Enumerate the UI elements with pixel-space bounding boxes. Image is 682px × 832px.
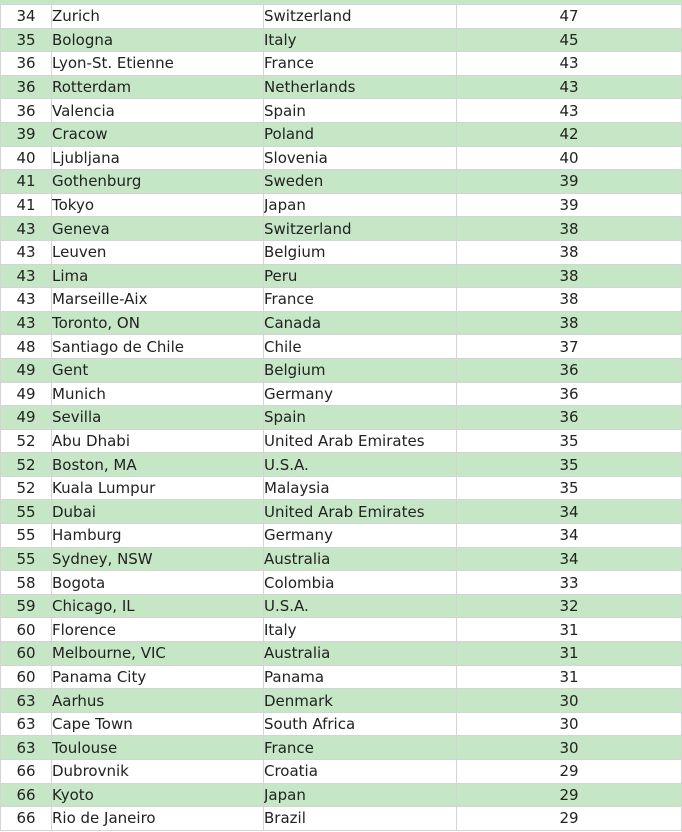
city-cell: Chicago, IL [52,594,264,618]
rank-cell: 49 [1,406,52,430]
table-row [1,335,682,359]
city-cell: Rotterdam [52,75,264,99]
table-row [1,146,682,170]
country-cell: Australia [264,547,457,571]
score-cell: 31 [457,642,682,666]
city-cell: Munich [52,382,264,406]
rank-cell: 63 [1,689,52,713]
table-row [1,52,682,76]
city-cell: Dubai [52,500,264,524]
score-cell: 36 [457,406,682,430]
city-cell: Bogota [52,571,264,595]
city-cell: Lima [52,264,264,288]
city-cell: Santiago de Chile [52,335,264,359]
country-cell: France [264,288,457,312]
country-cell: Poland [264,122,457,146]
city-cell: Valencia [52,99,264,123]
table-row [1,382,682,406]
table-row [1,571,682,595]
city-cell: Dubrovnik [52,760,264,784]
table-row [1,122,682,146]
country-cell: Belgium [264,358,457,382]
country-cell: Colombia [264,571,457,595]
score-cell: 31 [457,665,682,689]
country-cell: Italy [264,28,457,52]
score-cell: 30 [457,736,682,760]
rank-cell: 41 [1,193,52,217]
city-cell: Cracow [52,122,264,146]
table-row [1,476,682,500]
rank-cell: 36 [1,52,52,76]
city-cell: Hamburg [52,524,264,548]
country-cell: Japan [264,193,457,217]
rank-cell: 55 [1,500,52,524]
score-cell: 29 [457,807,682,831]
table-row [1,217,682,241]
rank-cell: 41 [1,170,52,194]
country-cell: Switzerland [264,217,457,241]
table-row [1,594,682,618]
table-row [1,712,682,736]
score-cell: 38 [457,264,682,288]
score-cell: 35 [457,476,682,500]
country-cell: Malaysia [264,476,457,500]
score-cell: 45 [457,28,682,52]
score-cell: 38 [457,217,682,241]
country-cell: Slovenia [264,146,457,170]
score-cell: 33 [457,571,682,595]
city-cell: Leuven [52,240,264,264]
rank-cell: 66 [1,783,52,807]
rank-cell: 63 [1,712,52,736]
country-cell: Spain [264,406,457,430]
city-cell: Cape Town [52,712,264,736]
rank-cell: 60 [1,618,52,642]
rank-cell: 35 [1,28,52,52]
score-cell: 32 [457,594,682,618]
score-cell: 38 [457,288,682,312]
country-cell: Brazil [264,807,457,831]
rank-cell: 60 [1,665,52,689]
score-cell: 43 [457,52,682,76]
city-cell: Tokyo [52,193,264,217]
rank-cell: 36 [1,75,52,99]
city-cell: Melbourne, VIC [52,642,264,666]
score-cell: 29 [457,783,682,807]
country-cell: Italy [264,618,457,642]
city-cell: Boston, MA [52,453,264,477]
table-row [1,240,682,264]
table-row [1,406,682,430]
country-cell: Switzerland [264,5,457,29]
rank-cell: 43 [1,311,52,335]
rank-cell: 48 [1,335,52,359]
score-cell: 39 [457,170,682,194]
table-row [1,807,682,831]
country-cell: U.S.A. [264,594,457,618]
rank-cell: 55 [1,524,52,548]
table-row [1,760,682,784]
city-cell: Kuala Lumpur [52,476,264,500]
country-cell: United Arab Emirates [264,429,457,453]
country-cell: France [264,736,457,760]
score-cell: 36 [457,358,682,382]
score-cell: 37 [457,335,682,359]
country-cell: United Arab Emirates [264,500,457,524]
score-cell: 43 [457,75,682,99]
rank-cell: 52 [1,429,52,453]
rank-cell: 43 [1,264,52,288]
rank-cell: 49 [1,382,52,406]
country-cell: Spain [264,99,457,123]
city-cell: Panama City [52,665,264,689]
table-row [1,689,682,713]
country-cell: South Africa [264,712,457,736]
city-cell: Rio de Janeiro [52,807,264,831]
score-cell: 35 [457,453,682,477]
rank-cell: 36 [1,99,52,123]
table-row [1,665,682,689]
rank-cell: 43 [1,217,52,241]
rank-cell: 55 [1,547,52,571]
country-cell: Panama [264,665,457,689]
score-cell: 34 [457,547,682,571]
table-row [1,524,682,548]
score-cell: 42 [457,122,682,146]
score-cell: 47 [457,5,682,29]
country-cell: Netherlands [264,75,457,99]
table-row [1,783,682,807]
score-cell: 34 [457,500,682,524]
score-cell: 38 [457,311,682,335]
city-cell: Marseille-Aix [52,288,264,312]
country-cell: Australia [264,642,457,666]
table-row [1,642,682,666]
rank-cell: 60 [1,642,52,666]
score-cell: 31 [457,618,682,642]
country-cell: France [264,52,457,76]
city-cell: Lyon-St. Etienne [52,52,264,76]
rank-cell: 52 [1,453,52,477]
table-row [1,5,682,29]
country-cell: Japan [264,783,457,807]
table-row [1,453,682,477]
city-cell: Geneva [52,217,264,241]
city-cell: Toulouse [52,736,264,760]
table-row [1,288,682,312]
rank-cell: 43 [1,288,52,312]
rank-cell: 66 [1,807,52,831]
score-cell: 30 [457,712,682,736]
rank-cell: 43 [1,240,52,264]
city-cell: Bologna [52,28,264,52]
score-cell: 29 [457,760,682,784]
table-row [1,99,682,123]
table-row [1,618,682,642]
city-cell: Gothenburg [52,170,264,194]
city-cell: Aarhus [52,689,264,713]
table-row [1,358,682,382]
rank-cell: 58 [1,571,52,595]
country-cell: U.S.A. [264,453,457,477]
score-cell: 43 [457,99,682,123]
country-cell: Croatia [264,760,457,784]
table-row [1,193,682,217]
table-row [1,311,682,335]
country-cell: Sweden [264,170,457,194]
score-cell: 34 [457,524,682,548]
rank-cell: 59 [1,594,52,618]
rank-cell: 52 [1,476,52,500]
score-cell: 30 [457,689,682,713]
city-ranking-table [0,4,682,831]
country-cell: Denmark [264,689,457,713]
table-row [1,28,682,52]
table-row [1,547,682,571]
city-cell: Gent [52,358,264,382]
table-row [1,75,682,99]
country-cell: Germany [264,524,457,548]
rank-cell: 40 [1,146,52,170]
score-cell: 38 [457,240,682,264]
table-row [1,170,682,194]
city-cell: Kyoto [52,783,264,807]
city-cell: Sydney, NSW [52,547,264,571]
city-cell: Ljubljana [52,146,264,170]
score-cell: 35 [457,429,682,453]
city-cell: Florence [52,618,264,642]
table-row [1,500,682,524]
city-cell: Toronto, ON [52,311,264,335]
rank-cell: 63 [1,736,52,760]
table-row [1,264,682,288]
table-row [1,429,682,453]
score-cell: 39 [457,193,682,217]
country-cell: Canada [264,311,457,335]
rank-cell: 34 [1,5,52,29]
rank-cell: 39 [1,122,52,146]
rank-cell: 49 [1,358,52,382]
country-cell: Peru [264,264,457,288]
country-cell: Germany [264,382,457,406]
score-cell: 40 [457,146,682,170]
rank-cell: 66 [1,760,52,784]
city-cell: Zurich [52,5,264,29]
score-cell: 36 [457,382,682,406]
city-cell: Sevilla [52,406,264,430]
ranking-table-body [1,5,682,831]
country-cell: Belgium [264,240,457,264]
country-cell: Chile [264,335,457,359]
city-cell: Abu Dhabi [52,429,264,453]
table-row [1,736,682,760]
